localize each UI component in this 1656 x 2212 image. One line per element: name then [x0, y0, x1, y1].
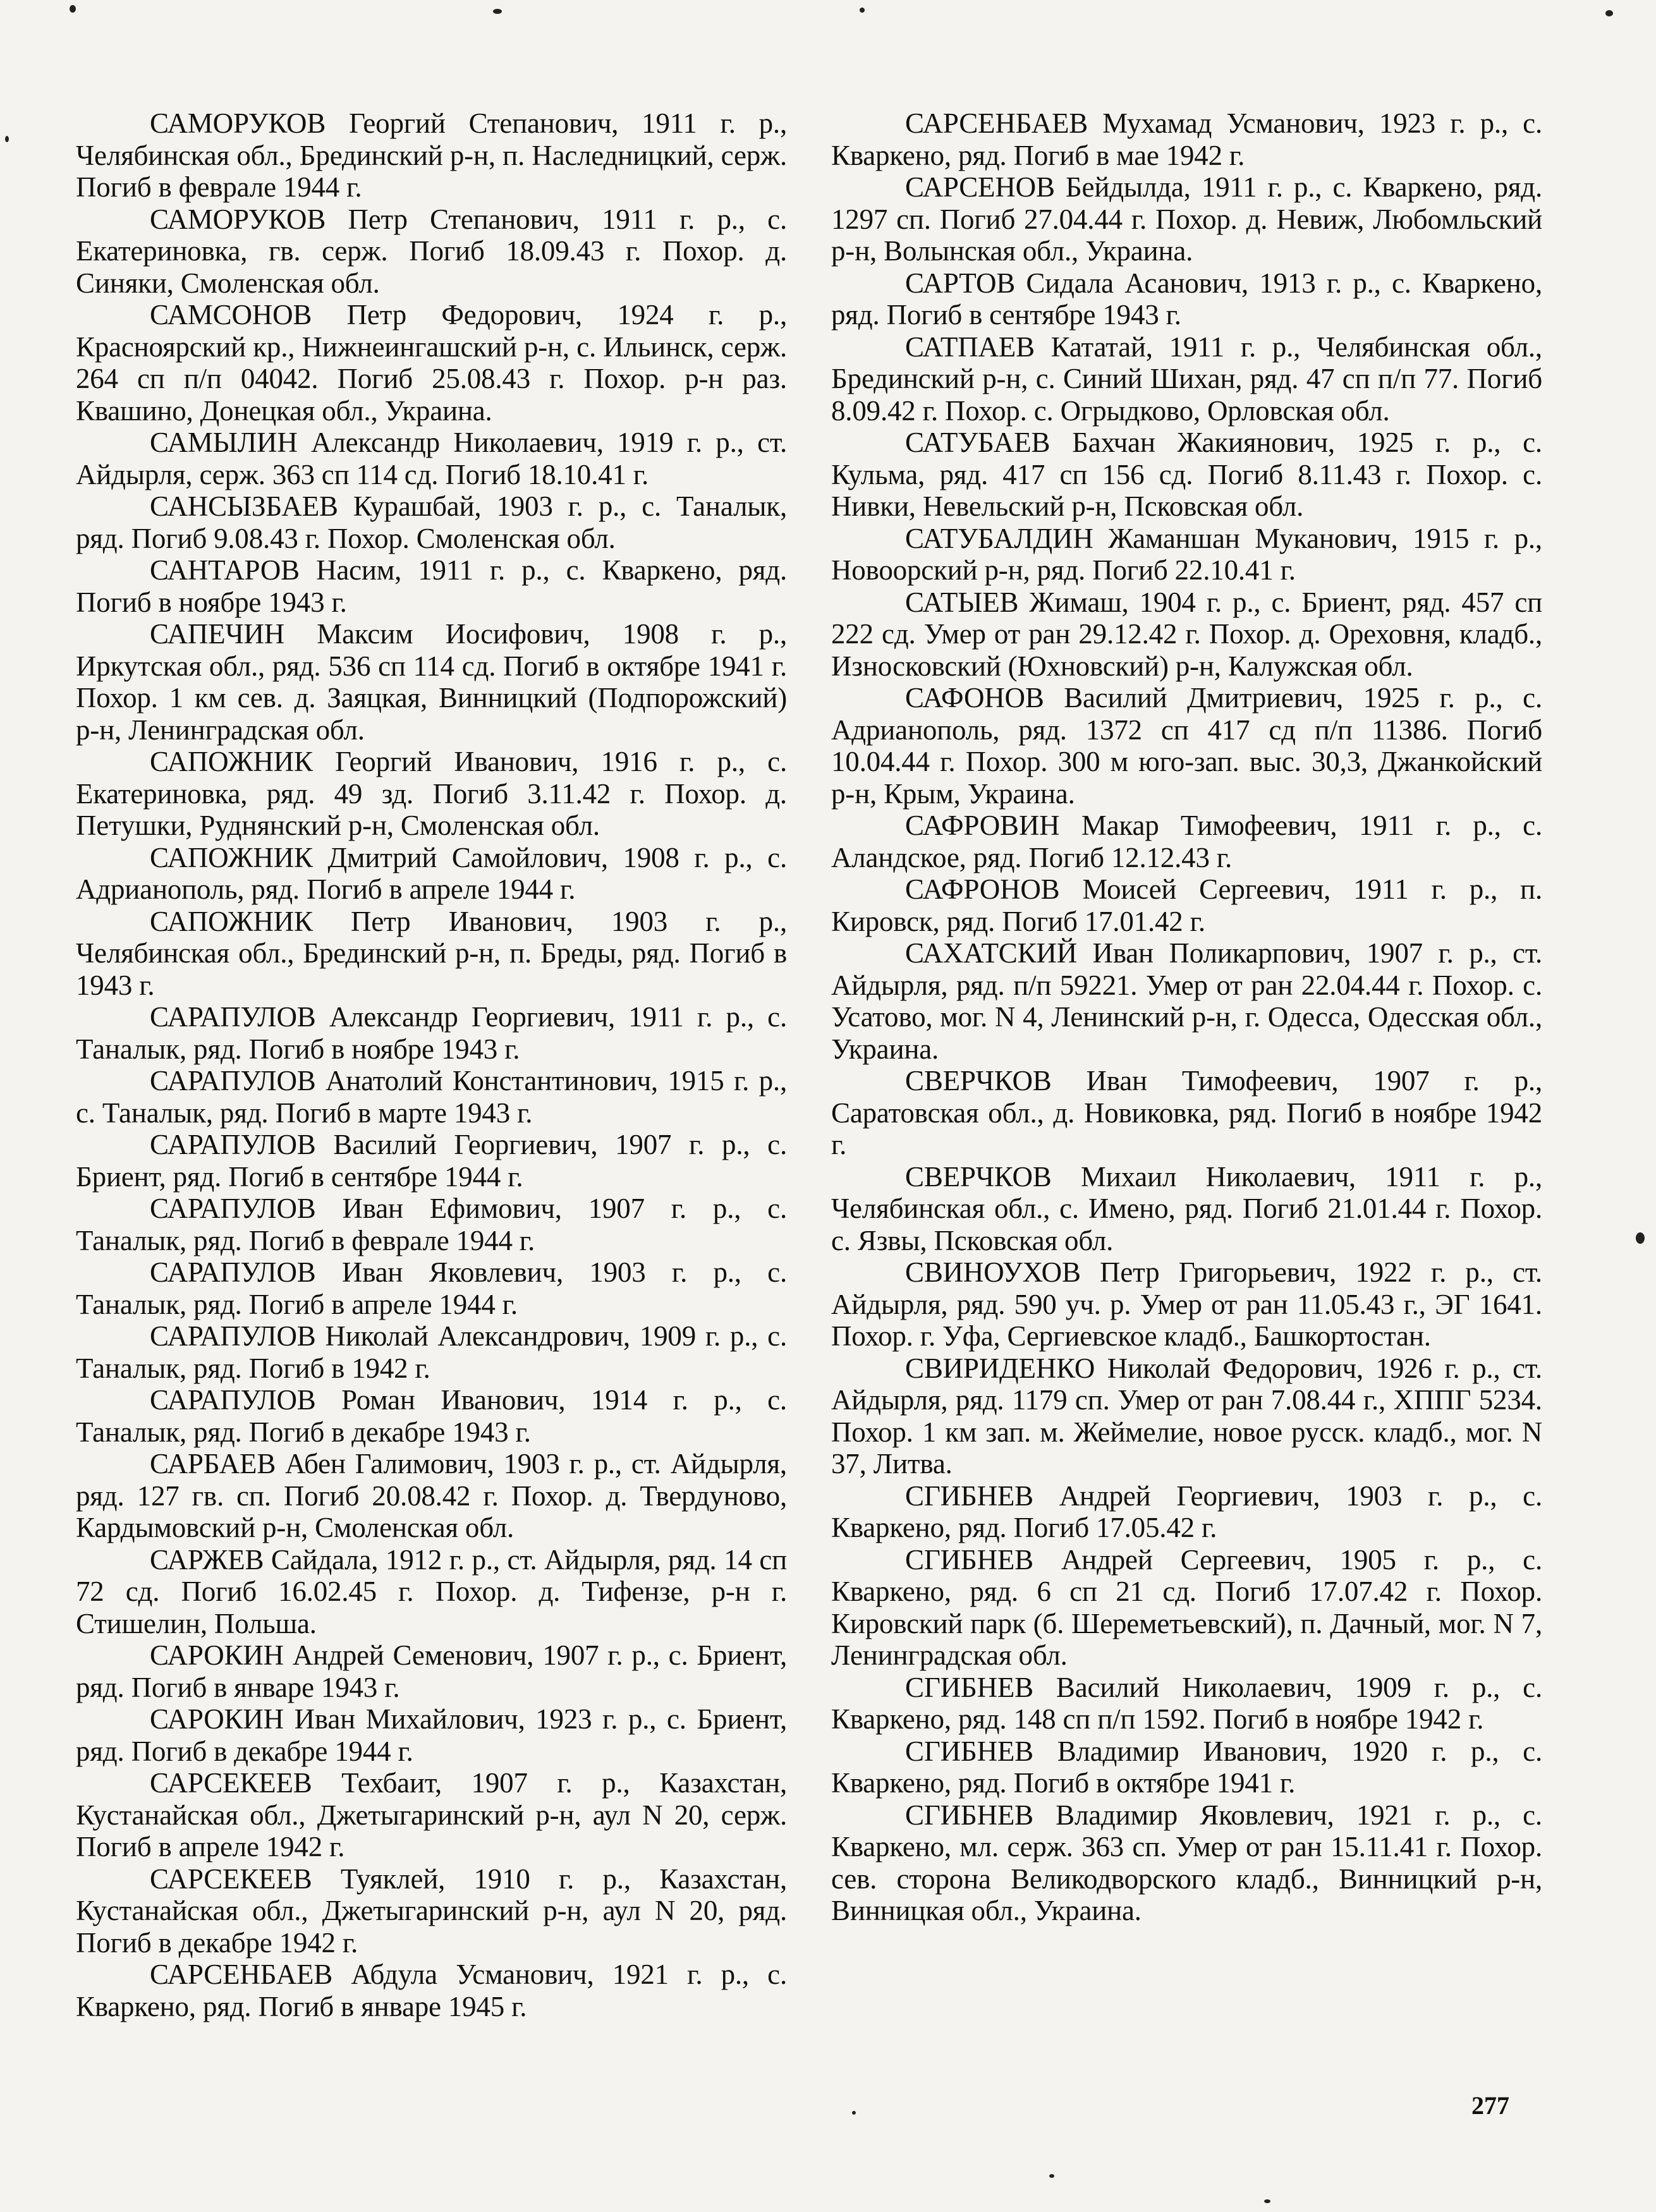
- entry-surname: САФРОВИН: [905, 810, 1060, 841]
- entry: [76, 1320, 787, 1384]
- entry: [76, 1384, 787, 1448]
- entry: [76, 554, 787, 618]
- entry-surname: САПОЖНИК: [150, 905, 313, 937]
- entry: [76, 1448, 787, 1544]
- entry: [831, 1480, 1542, 1544]
- entry-surname: СГИБНЕВ: [905, 1480, 1033, 1512]
- entry: [831, 1799, 1542, 1927]
- entry-text: Иван Поликарпович, 1907 г. р., ст. Айдырля, ряд. п/п 59221. Умер от ран 22.04.44 г. Похор. с. Усатово, мог. N 4, Ленинский р-н, г. Одесса, Одесская обл., Украина.: [831, 937, 1542, 1065]
- entry-text: Анатолий Константинович, 1915 г. р., с. Таналык, ряд. Погиб в марте 1943 г.: [76, 1065, 787, 1129]
- entry-text: Георгий Иванович, 1916 г. р., с. Екатериновка, ряд. 49 зд. Погиб 3.11.42 г. Похор. д. Петушки, Руднянский р-н, Смоленская обл.: [76, 746, 787, 841]
- entry: [831, 810, 1542, 873]
- entry-surname: САМОРУКОВ: [150, 203, 326, 235]
- entry-text: Иван Тимофеевич, 1907 г. р., Саратовская обл., д. Новиковка, ряд. Погиб в ноябре 1942 г.: [831, 1065, 1542, 1160]
- entry: [76, 842, 787, 906]
- entry: [831, 523, 1542, 586]
- entry-surname: САРСЕНБАЕВ: [150, 1959, 333, 1990]
- entry-surname: САРАПУЛОВ: [150, 1256, 316, 1288]
- left-column: [76, 107, 787, 2022]
- entry: [76, 906, 787, 1002]
- entry-text: Максим Иосифович, 1908 г. р., Иркутская обл., ряд. 536 сп 114 сд. Погиб в октябре 1941 г. Похор. 1 км сев. д. Заяцкая, Винницкий (Подпорожский) р-н, Ленинградская обл.: [76, 618, 787, 746]
- entry: [76, 204, 787, 300]
- scan-speck: [1605, 10, 1613, 16]
- scan-speck: [493, 9, 502, 14]
- scan-speck: [860, 8, 865, 13]
- entry-surname: СГИБНЕВ: [905, 1671, 1033, 1703]
- scan-speck: [5, 136, 9, 142]
- entry-text: Иван Ефимович, 1907 г. р., с. Таналык, ряд. Погиб в феврале 1944 г.: [76, 1193, 787, 1256]
- entry-surname: САТЫЕВ: [905, 586, 1019, 618]
- entry-text: Иван Яковлевич, 1903 г. р., с. Таналык, ряд. Погиб в апреле 1944 г.: [76, 1256, 787, 1320]
- entry: [831, 1065, 1542, 1161]
- entry: [76, 427, 787, 490]
- entry-text: Иван Михайлович, 1923 г. р., с. Бриент, ряд. Погиб в декабре 1944 г.: [76, 1703, 787, 1767]
- entry-surname: СВИНОУХОВ: [905, 1256, 1081, 1288]
- entry-surname: СГИБНЕВ: [905, 1735, 1033, 1767]
- entry-text: Туяклей, 1910 г. р., Казахстан, Кустанайская обл., Джетыгаринский р-н, аул N 20, ряд. Погиб в декабре 1942 г.: [76, 1863, 787, 1959]
- entry: [76, 1639, 787, 1703]
- entry: [831, 682, 1542, 810]
- entry: [76, 1193, 787, 1256]
- entry: [831, 1352, 1542, 1480]
- entry-text: Владимир Иванович, 1920 г. р., с. Кваркено, ряд. Погиб в октябре 1941 г.: [831, 1735, 1542, 1799]
- entry: [831, 937, 1542, 1065]
- entry-surname: САРСЕКЕЕВ: [150, 1863, 312, 1895]
- entry-surname: САРАПУЛОВ: [150, 1129, 316, 1160]
- entry: [831, 1735, 1542, 1799]
- entry: [76, 1256, 787, 1320]
- entry-text: Георгий Степанович, 1911 г. р., Челябинская обл., Брединский р-н, п. Наследницкий, серж. Погиб в феврале 1944 г.: [76, 107, 787, 203]
- entry-text: Сайдала, 1912 г. р., ст. Айдырля, ряд. 14 сп 72 сд. Погиб 16.02.45 г. Похор. д. Тифензе, р-н г. Стишелин, Польша.: [76, 1543, 787, 1639]
- entry: [831, 107, 1542, 171]
- entry: [76, 1129, 787, 1193]
- page-number: 277: [1471, 2091, 1509, 2120]
- entry-text: Абдула Усманович, 1921 г. р., с. Кваркено, ряд. Погиб в январе 1945 г.: [76, 1959, 787, 2022]
- entry-surname: СГИБНЕВ: [905, 1799, 1033, 1831]
- entry: [831, 331, 1542, 427]
- entry-surname: СВЕРЧКОВ: [905, 1160, 1052, 1193]
- entry-surname: САМСОНОВ: [150, 299, 312, 331]
- entry: [76, 299, 787, 427]
- entry: [76, 1767, 787, 1863]
- entry-surname: САРАПУЛОВ: [150, 1320, 316, 1352]
- entry: [76, 490, 787, 554]
- entry: [831, 1672, 1542, 1735]
- entry-surname: САХАТСКИЙ: [905, 937, 1078, 969]
- entry: [76, 107, 787, 204]
- entry-surname: САРТОВ: [905, 267, 1016, 299]
- entry-text: Мухамад Усманович, 1923 г. р., с. Кваркено, ряд. Погиб в мае 1942 г.: [831, 107, 1542, 171]
- entry: [76, 1959, 787, 2022]
- entry: [76, 746, 787, 842]
- entry: [76, 1065, 787, 1129]
- entry-text: Василий Дмитриевич, 1925 г. р., с. Адрианополь, ряд. 1372 сп 417 сд п/п 11386. Погиб 10.04.44 г. Похор. 300 м юго-зап. выс. 30,3, Джанкойский р-н, Крым, Украина.: [831, 682, 1542, 810]
- entry-surname: СГИБНЕВ: [905, 1543, 1033, 1576]
- entry-text: Александр Николаевич, 1919 г. р., ст. Айдырля, серж. 363 сп 114 сд. Погиб 18.10.41 г.: [76, 427, 787, 490]
- entry-surname: САТУБАЕВ: [905, 427, 1050, 458]
- entry-surname: САРБАЕВ: [150, 1448, 276, 1480]
- entry-surname: САПОЖНИК: [150, 746, 313, 777]
- entry-text: Роман Иванович, 1914 г. р., с. Таналык, ряд. Погиб в декабре 1943 г.: [76, 1384, 787, 1448]
- entry: [831, 267, 1542, 331]
- entry-text: Сидала Асанович, 1913 г. р., с. Кваркено, ряд. Погиб в сентябре 1943 г.: [831, 267, 1542, 331]
- entry: [831, 427, 1542, 523]
- entry-text: Александр Георгиевич, 1911 г. р., с. Таналык, ряд. Погиб в ноябре 1943 г.: [76, 1001, 787, 1065]
- entry-text: Андрей Георгиевич, 1903 г. р., с. Кваркено, ряд. Погиб 17.05.42 г.: [831, 1480, 1542, 1543]
- entry-surname: САРАПУЛОВ: [150, 1193, 316, 1224]
- entry-text: Кататай, 1911 г. р., Челябинская обл., Брединский р-н, с. Синий Шихан, ряд. 47 сп п/п 77. Погиб 8.09.42 г. Похор. с. Огрыдково, Орловская обл.: [831, 331, 1542, 427]
- entry-text: Михаил Николаевич, 1911 г. р., Челябинская обл., с. Имено, ряд. Погиб 21.01.44 г. Похор. с. Язвы, Псковская обл.: [831, 1160, 1542, 1256]
- scan-speck: [1264, 2199, 1270, 2203]
- entry-surname: САРАПУЛОВ: [150, 1065, 316, 1097]
- entry-surname: СВЕРЧКОВ: [905, 1065, 1052, 1097]
- entry: [831, 1161, 1542, 1257]
- entry-text: Моисей Сергеевич, 1911 г. р., п. Кировск, ряд. Погиб 17.01.42 г.: [831, 873, 1542, 937]
- entry-text: Жаманшан Муканович, 1915 г. р., Новоорский р-н, ряд. Погиб 22.10.41 г.: [831, 522, 1542, 586]
- entry: [76, 1703, 787, 1767]
- scan-speck: [1636, 1232, 1645, 1244]
- scan-speck: [1049, 2174, 1054, 2178]
- entry-surname: СВИРИДЕНКО: [905, 1352, 1095, 1384]
- entry-text: Петр Иванович, 1903 г. р., Челябинская обл., Брединский р-н, п. Бреды, ряд. Погиб в 1943 г.: [76, 905, 787, 1001]
- entry-text: Николай Федорович, 1926 г. р., ст. Айдырля, ряд. 1179 сп. Умер от ран 7.08.44 г., ХППГ 5234. Похор. 1 км зап. м. Жеймелие, новое русск. кладб., мог. N 37, Литва.: [831, 1352, 1542, 1480]
- entry-surname: САРЖЕВ: [150, 1543, 264, 1576]
- entry-text: Бахчан Жакиянович, 1925 г. р., с. Кульма, ряд. 417 сп 156 сд. Погиб 8.11.43 г. Похор. с. Нивки, Невельский р-н, Псковская обл.: [831, 427, 1542, 522]
- entry: [831, 1544, 1542, 1672]
- entry-text: Андрей Семенович, 1907 г. р., с. Бриент, ряд. Погиб в январе 1943 г.: [76, 1639, 787, 1703]
- entry-surname: САНСЫЗБАЕВ: [150, 490, 338, 522]
- entry-text: Абен Галимович, 1903 г. р., ст. Айдырля, ряд. 127 гв. сп. Погиб 20.08.42 г. Похор. д. Твердуново, Кардымовский р-н, Смоленская обл.: [76, 1448, 787, 1543]
- entry-text: Курашбай, 1903 г. р., с. Таналык, ряд. Погиб 9.08.43 г. Похор. Смоленская обл.: [76, 490, 787, 554]
- entry-surname: САРОКИН: [150, 1703, 284, 1735]
- entry: [831, 1256, 1542, 1352]
- right-column: [831, 107, 1542, 1927]
- entry-text: Жимаш, 1904 г. р., с. Бриент, ряд. 457 сп 222 сд. Умер от ран 29.12.42 г. Похор. д. Ореховня, кладб., Износковский (Юхновский) р-н, Калужская обл.: [831, 586, 1542, 682]
- entry-surname: САРСЕНОВ: [905, 171, 1055, 203]
- entry-text: Петр Федорович, 1924 г. р., Красноярский кр., Нижнеингашский р-н, с. Ильинск, серж. 264 сп п/п 04042. Погиб 25.08.43 г. Похор. р-н раз. Квашино, Донецкая обл., Украина.: [76, 299, 787, 427]
- entry-text: Дмитрий Самойлович, 1908 г. р., с. Адрианополь, ряд. Погиб в апреле 1944 г.: [76, 841, 787, 905]
- scan-speck: [852, 2111, 856, 2115]
- entry: [831, 171, 1542, 267]
- entry-text: Петр Григорьевич, 1922 г. р., ст. Айдырля, ряд. 590 уч. р. Умер от ран 11.05.43 г., ЭГ 1641. Похор. г. Уфа, Сергиевское кладб., Башкортостан.: [831, 1256, 1542, 1352]
- entry-surname: САФРОНОВ: [905, 873, 1060, 905]
- entry-surname: САРСЕНБАЕВ: [905, 107, 1088, 139]
- entry-text: Бейдылда, 1911 г. р., с. Кваркено, ряд. 1297 сп. Погиб 27.04.44 г. Похор. д. Невиж, Любомльский р-н, Волынская обл., Украина.: [831, 171, 1542, 267]
- entry-text: Василий Георгиевич, 1907 г. р., с. Бриент, ряд. Погиб в сентябре 1944 г.: [76, 1129, 787, 1193]
- entry-surname: САФОНОВ: [905, 682, 1044, 714]
- entry-text: Андрей Сергеевич, 1905 г. р., с. Кваркено, ряд. 6 сп 21 сд. Погиб 17.07.42 г. Похор. Кировский парк (б. Шереметьевский), п. Дачный, мог. N 7, Ленинградская обл.: [831, 1543, 1542, 1671]
- entry: [76, 1863, 787, 1959]
- entry-surname: САРСЕКЕЕВ: [150, 1767, 312, 1799]
- entry-text: Техбаит, 1907 г. р., Казахстан, Кустанайская обл., Джетыгаринский р-н, аул N 20, серж. Погиб в апреле 1942 г.: [76, 1767, 787, 1863]
- scan-speck: [70, 5, 76, 13]
- entry-text: Николай Александрович, 1909 г. р., с. Таналык, ряд. Погиб в 1942 г.: [76, 1320, 787, 1384]
- entry: [76, 618, 787, 746]
- entry-surname: САПОЖНИК: [150, 841, 313, 873]
- entry-surname: САРАПУЛОВ: [150, 1001, 316, 1033]
- entry-surname: САПЕЧИН: [150, 618, 285, 650]
- entry-surname: САМЫЛИН: [150, 427, 298, 458]
- entry-text: Василий Николаевич, 1909 г. р., с. Кваркено, ряд. 148 сп п/п 1592. Погиб в ноябре 1942 г.: [831, 1671, 1542, 1735]
- entry-text: Владимир Яковлевич, 1921 г. р., с. Кваркено, мл. серж. 363 сп. Умер от ран 15.11.41 г. Похор. сев. сторона Великодворского кладб., Винницкий р-н, Винницкая обл., Украина.: [831, 1799, 1542, 1926]
- entry-surname: САТПАЕВ: [905, 331, 1035, 363]
- entry: [76, 1001, 787, 1065]
- entry-text: Макар Тимофеевич, 1911 г. р., с. Аландское, ряд. Погиб 12.12.43 г.: [831, 810, 1542, 873]
- entry-surname: САМОРУКОВ: [150, 107, 326, 139]
- entry-surname: САРОКИН: [150, 1639, 284, 1671]
- entry: [76, 1544, 787, 1640]
- entry-surname: САРАПУЛОВ: [150, 1384, 316, 1416]
- entry: [831, 586, 1542, 683]
- entry: [831, 873, 1542, 937]
- entry-text: Петр Степанович, 1911 г. р., с. Екатериновка, гв. серж. Погиб 18.09.43 г. Похор. д. Синяки, Смоленская обл.: [76, 203, 787, 299]
- entry-text: Насим, 1911 г. р., с. Кваркено, ряд. Погиб в ноябре 1943 г.: [76, 554, 787, 618]
- entry-surname: САНТАРОВ: [150, 554, 300, 586]
- entry-surname: САТУБАЛДИН: [905, 522, 1093, 554]
